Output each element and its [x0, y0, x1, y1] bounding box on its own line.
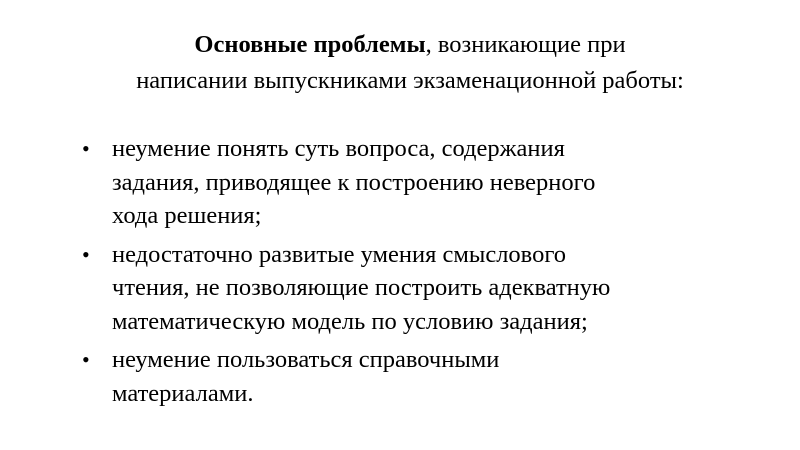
list-item-line: материалами.	[112, 379, 254, 407]
heading-line-1	[40, 27, 780, 63]
bullet-icon: •	[82, 347, 90, 372]
bullet-icon: •	[82, 136, 90, 161]
list-item-line: задания, приводящее к построению неверного	[112, 168, 596, 196]
list-item-line: недостаточно развитые умения смыслового	[112, 240, 567, 268]
heading-line-2: написании выпускниками экзаменационной работы:	[136, 67, 684, 94]
list-item	[80, 238, 760, 339]
list-item-line: неумение понять суть вопроса, содержания	[112, 135, 565, 162]
bullet-icon: •	[82, 241, 90, 267]
list-item	[80, 343, 760, 410]
problems-list	[80, 132, 760, 415]
slide-heading	[40, 27, 780, 99]
list-item-line: математическую модель по условию задания;	[112, 307, 588, 335]
list-item-line: неумение пользоваться справочными	[112, 346, 500, 373]
heading-line-1-rest: , возникающие при	[425, 31, 626, 58]
list-item-line: хода решения;	[112, 202, 262, 229]
list-item	[80, 132, 760, 233]
heading-bold-text: Основные проблемы	[194, 31, 426, 58]
list-item-line: чтения, не позволяющие построить адекватную	[112, 274, 611, 301]
